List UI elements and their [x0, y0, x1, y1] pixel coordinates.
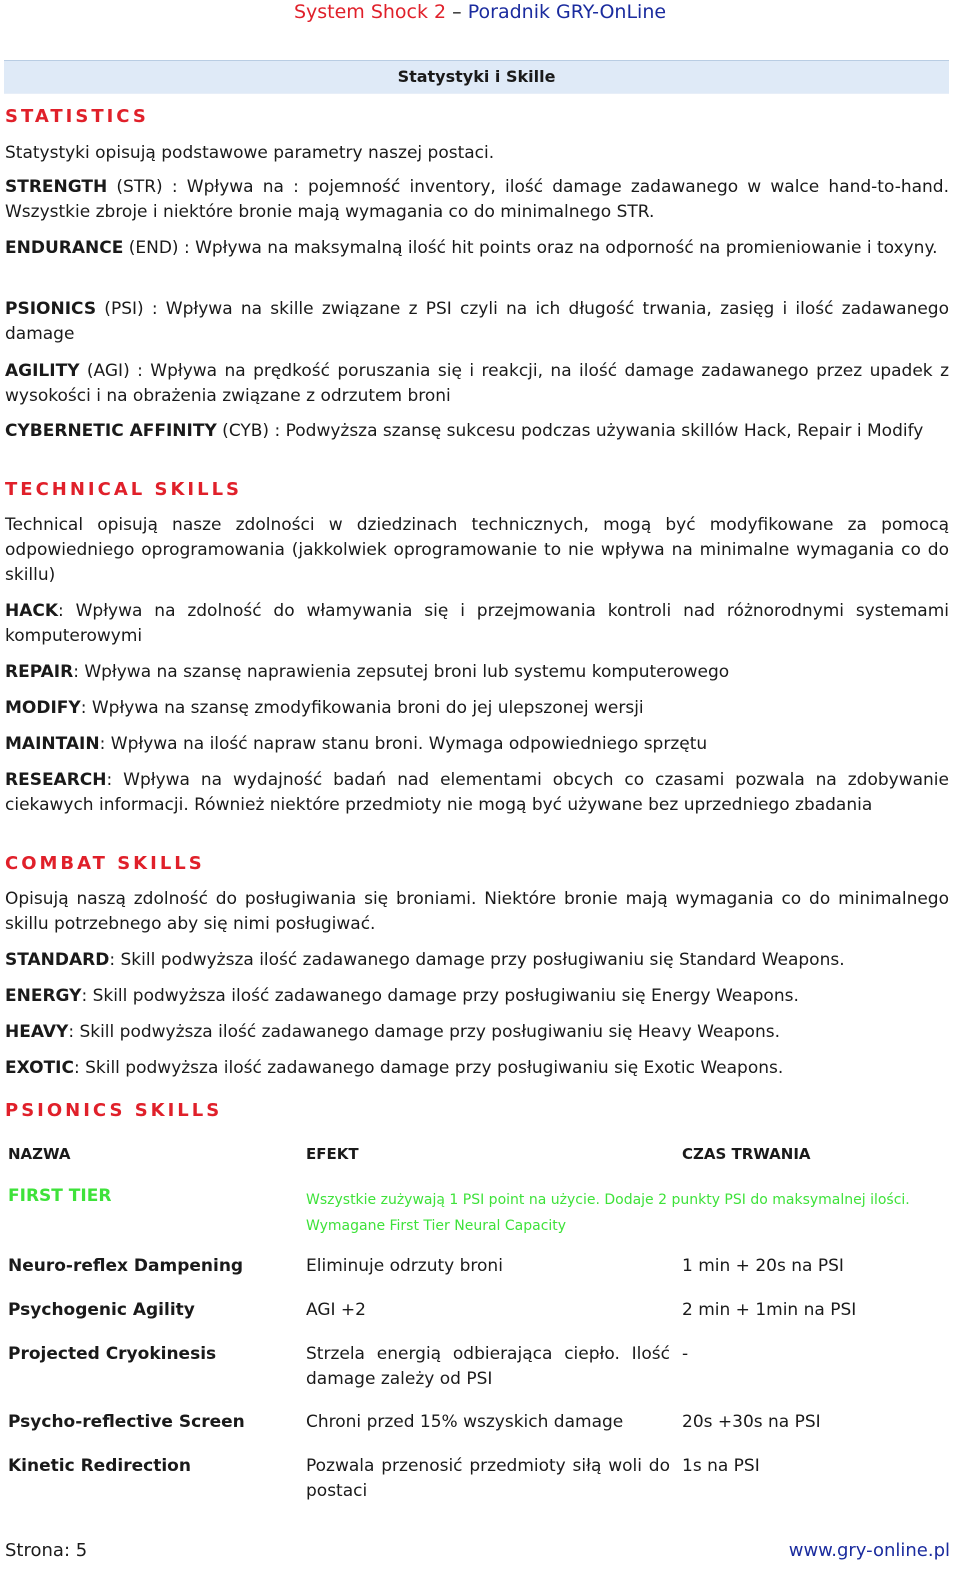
- skill-duration: 1s na PSI: [682, 1456, 760, 1476]
- column-header-effect: EFEKT: [306, 1145, 359, 1163]
- skill-name: HACK: [5, 601, 59, 621]
- combat-energy: [5, 984, 949, 1009]
- stat-name: ENDURANCE: [5, 238, 124, 258]
- stat-name: AGILITY: [5, 361, 80, 381]
- skill-name: ENERGY: [5, 986, 82, 1006]
- table-row: [8, 1454, 952, 1508]
- skill-duration: -: [682, 1344, 689, 1364]
- skill-text: : Wpływa na szansę zmodyfikowania broni do jej ulepszonej wersji: [80, 698, 644, 718]
- header-separator: –: [446, 1, 468, 23]
- tier-name: FIRST TIER: [8, 1186, 112, 1206]
- stat-text: (AGI) : Wpływa na prędkość poruszania się i reakcji, na ilość damage zadawanego przez upadek z wysokości i na obrażenia związane z odrzutem broni: [5, 361, 949, 406]
- stat-name: STRENGTH: [5, 177, 108, 197]
- statistics-heading: STATISTICS: [5, 106, 149, 127]
- skill-name: MAINTAIN: [5, 734, 100, 754]
- skill-name: HEAVY: [5, 1022, 69, 1042]
- stat-text: (END) : Wpływa na maksymalną ilość hit points oraz na odporność na promieniowanie i toxyny.: [123, 238, 938, 258]
- skill-text: : Wpływa na zdolność do włamywania się i przejmowania kontroli nad różnorodnymi systemami komputerowymi: [5, 601, 949, 646]
- skill-text: : Wpływa na szansę naprawienia zepsutej broni lub systemu komputerowego: [73, 662, 730, 682]
- skill-text: : Skill podwyższa ilość zadawanego damage przy posługiwaniu się Exotic Weapons.: [73, 1058, 784, 1078]
- table-row: [8, 1342, 952, 1396]
- column-header-duration: CZAS TRWANIA: [682, 1145, 811, 1163]
- skill-name: Psychogenic Agility: [8, 1300, 195, 1320]
- statistics-intro: Statystyki opisują podstawowe parametry naszej postaci.: [5, 143, 495, 163]
- skill-name: REPAIR: [5, 662, 74, 682]
- tier-effect: Wszystkie zużywają 1 PSI point na użycie. Dodaje 2 punkty PSI do maksymalnej ilości. Wymagane First Tier Neural Capacity: [306, 1192, 910, 1234]
- page-number: Strona: 5: [5, 1540, 88, 1561]
- stat-endurance: [5, 236, 949, 261]
- skill-name: Projected Cryokinesis: [8, 1344, 217, 1364]
- stat-text: (STR) : Wpływa na : pojemność inventory, ilość damage zadawanego w walce hand-to-hand. Wszystkie zbroje i niektóre bronie mają wymagania co do minimalnego STR.: [5, 177, 949, 222]
- tech-maintain: [5, 732, 949, 757]
- skill-effect: Chroni przed 15% wszyskich damage: [306, 1412, 624, 1432]
- page-header: [0, 0, 960, 24]
- table-row: [8, 1298, 952, 1328]
- table-header-row: [8, 1142, 952, 1170]
- skill-name: EXOTIC: [5, 1058, 74, 1078]
- stat-name: PSIONICS: [5, 299, 97, 319]
- tech-modify: [5, 696, 949, 721]
- stat-psionics: [5, 297, 949, 347]
- tech-research: [5, 768, 949, 818]
- tech-hack: [5, 599, 949, 649]
- psionics-heading: PSIONICS SKILLS: [5, 1100, 223, 1121]
- technical-intro: Technical opisują nasze zdolności w dziedzinach technicznych, mogą być modyfikowane za pomocą odpowiedniego oprogramowania (jakkolwiek oprogramowanie to nie wpływa na minimalne wymagania co do skillu): [5, 515, 949, 585]
- stat-cybernetic: [5, 419, 949, 444]
- stat-text: (PSI) : Wpływa na skille związane z PSI czyli na ich długość trwania, zasięg i ilość zadawanego damage: [5, 299, 949, 344]
- table-row: [8, 1254, 952, 1284]
- skill-duration: 2 min + 1min na PSI: [682, 1300, 857, 1320]
- skill-name: Psycho-reflective Screen: [8, 1412, 245, 1432]
- skill-effect: AGI +2: [306, 1300, 366, 1320]
- section-banner: Statystyki i Skille: [4, 60, 949, 94]
- skill-effect: Pozwala przenosić przedmioty siłą woli do postaci: [306, 1456, 670, 1501]
- combat-standard: [5, 948, 949, 973]
- skill-duration: 20s +30s na PSI: [682, 1412, 821, 1432]
- skill-text: : Skill podwyższa ilość zadawanego damage przy posługiwaniu się Heavy Weapons.: [68, 1022, 780, 1042]
- combat-intro: Opisują naszą zdolność do posługiwania się broniami. Niektóre bronie mają wymagania co do minimalnego skillu potrzebnego aby się nimi posługiwać.: [5, 889, 949, 934]
- stat-agility: [5, 359, 949, 409]
- skill-text: : Wpływa na wydajność badań nad elementami obcych co czasami pozwala na zdobywanie ciekawych informacji. Również niektóre przedmioty nie mogą być używane bez uprzedniego zbadania: [5, 770, 949, 815]
- combat-heading: COMBAT SKILLS: [5, 853, 205, 874]
- tier-row: [8, 1184, 952, 1240]
- technical-heading: TECHNICAL SKILLS: [5, 479, 242, 500]
- skill-effect: Eliminuje odrzuty broni: [306, 1256, 503, 1276]
- skill-text: : Skill podwyższa ilość zadawanego damage przy posługiwaniu się Energy Weapons.: [81, 986, 799, 1006]
- site-link[interactable]: www.gry-online.pl: [788, 1540, 950, 1561]
- column-header-name: NAZWA: [8, 1145, 71, 1163]
- stat-strength: [5, 175, 949, 225]
- game-title: System Shock 2: [293, 1, 447, 23]
- guide-title: Poradnik GRY-OnLine: [467, 1, 667, 23]
- skill-name: MODIFY: [5, 698, 81, 718]
- skill-text: : Skill podwyższa ilość zadawanego damage przy posługiwaniu się Standard Weapons.: [109, 950, 845, 970]
- skill-name: Kinetic Redirection: [8, 1456, 191, 1476]
- table-row: [8, 1410, 952, 1440]
- skill-effect: Strzela energią odbierająca ciepło. Ilość damage zależy od PSI: [306, 1344, 670, 1389]
- skill-name: Neuro-reflex Dampening: [8, 1256, 244, 1276]
- skill-duration: 1 min + 20s na PSI: [682, 1256, 844, 1276]
- skill-name: RESEARCH: [5, 770, 107, 790]
- skill-text: : Wpływa na ilość napraw stanu broni. Wymaga odpowiedniego sprzętu: [99, 734, 708, 754]
- skill-name: STANDARD: [5, 950, 110, 970]
- combat-heavy: [5, 1020, 949, 1045]
- stat-name: CYBERNETIC AFFINITY: [5, 421, 217, 441]
- tech-repair: [5, 660, 949, 685]
- combat-exotic: [5, 1056, 949, 1081]
- stat-text: (CYB) : Podwyższa szansę sukcesu podczas używania skillów Hack, Repair i Modify: [216, 421, 924, 441]
